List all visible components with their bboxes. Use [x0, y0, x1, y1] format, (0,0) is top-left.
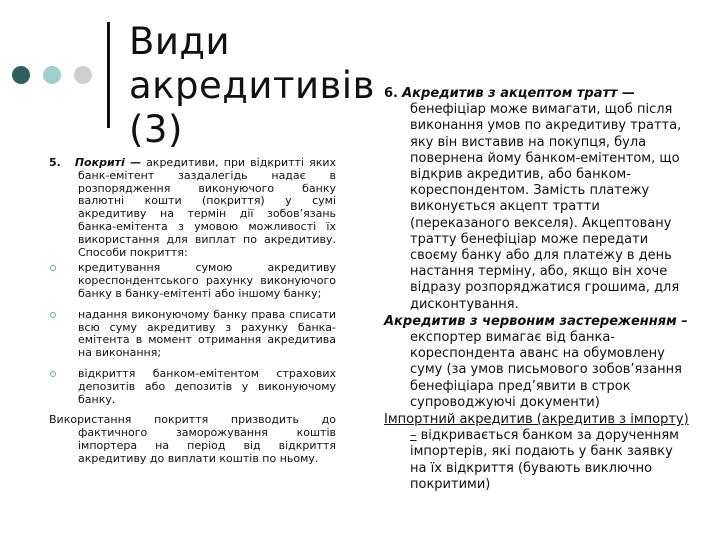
item-6-number: 6.	[384, 86, 398, 101]
import-dash: –	[410, 428, 417, 444]
coverage-methods-list	[49, 262, 336, 406]
item-6-term: Акредитив з акцептом тратт	[402, 86, 618, 101]
left-column	[49, 157, 336, 466]
right-column	[384, 86, 692, 494]
decorative-dots	[12, 66, 92, 84]
title-line-2: акредитивів	[129, 64, 375, 107]
red-clause-term: Акредитив з червоним застереженням	[384, 313, 677, 329]
bullet-icon	[50, 312, 56, 318]
item-5-text: акредитиви, при відкритті яких банк-емітент заздалегідь надає в розпорядження виконуючого банку валютні кошти (покриття) у сумі акредитиву на термін дії зобов’язань банка-емітента з умовою можливості їх використання для виплат по акредитиву. Способи покриття:	[78, 156, 337, 259]
item-5-paragraph	[49, 157, 336, 259]
item-6-text: бенефіціар може вимагати, щоб після виконання умов по акредитиву тратта, яку він виставив на покупця, була повернена йому банком-емітентом, що відкрив акредитив, або банком-кореспондентом. Замість платежу виконується акцепт тратти (переказаного векселя). Акцептовану тратту бенефіціар може передати своєму банку або для платежу в день настання терміну, або, якщо він хоче відразу розпоряджатися грошима, для дисконтування.	[410, 102, 682, 312]
import-text: відкривається банком за дорученням імпортерів, які подають у банк заявку на їх відкриття (бувають виключно покритими)	[410, 428, 679, 492]
red-clause-dash: –	[681, 313, 688, 329]
list-item: надання виконуючому банку права списати всю суму акредитиву з рахунку банка-емітента в момент отримання акредитива на виконання;	[49, 309, 336, 360]
dot-light-teal	[43, 66, 61, 84]
red-clause-text: експортер вимагає від банка-кореспондента аванс на обумовлену суму (за умов письмового зобов’язання бенефіціара пред’явити в строк супроводжуючі документи)	[410, 330, 683, 410]
closing-paragraph: Використання покриття призводить до фактичного заморожування коштів імпортера на період від відкриття акредитиву до виплати коштів по ньому.	[49, 413, 336, 465]
list-item: відкриття банком-емітентом страхових депозитів або депозитів у виконуючому банку.	[49, 368, 336, 406]
import-paragraph	[384, 412, 692, 493]
item-5-dash: —	[129, 156, 141, 169]
bullet-icon	[50, 371, 56, 377]
import-term: Імпортний акредитив (акредитив з імпорту)	[384, 412, 689, 428]
item-6-dash: —	[621, 86, 635, 101]
red-clause-paragraph	[384, 314, 692, 411]
list-item: кредитування сумою акредитиву кореспондентського рахунку виконуючого банку в банку-емітенті або іншому банку;	[49, 262, 336, 300]
item-5-term: Покриті	[74, 156, 125, 169]
title-divider	[107, 22, 110, 128]
item-5-number: 5.	[49, 156, 61, 169]
title-line-3: (3)	[129, 108, 183, 151]
bullet-icon	[50, 265, 56, 271]
slide-title	[129, 20, 375, 152]
title-line-1: Види	[129, 20, 231, 63]
item-6-paragraph	[384, 86, 692, 313]
dot-grey	[74, 66, 92, 84]
dot-dark	[12, 66, 30, 84]
